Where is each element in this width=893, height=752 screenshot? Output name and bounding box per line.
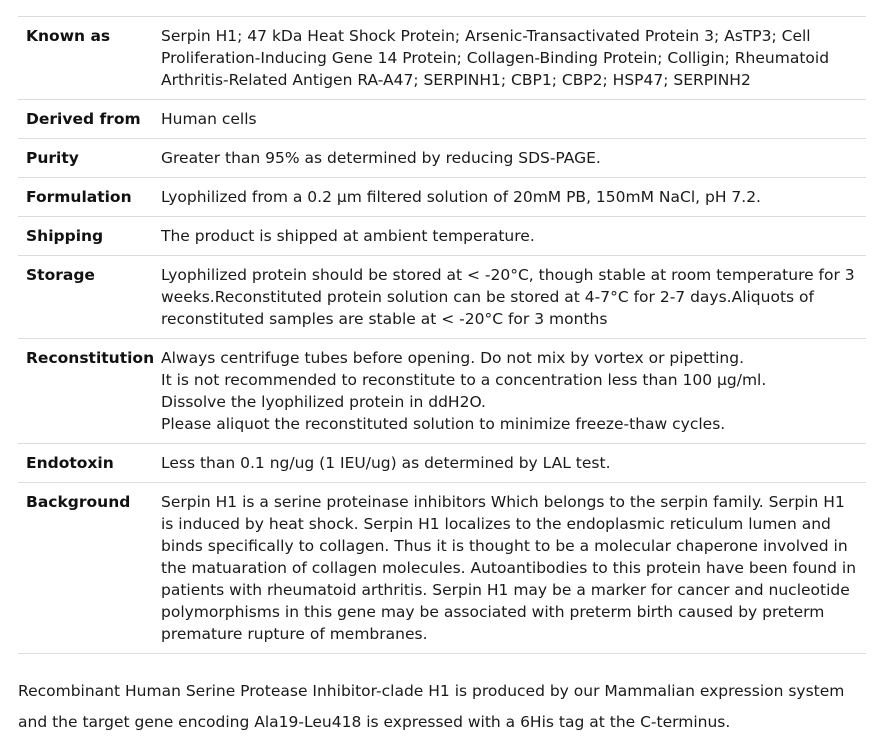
spec-row-storage <box>18 256 866 339</box>
reconstitution-line: Please aliquot the reconstituted solution to minimize freeze-thaw cycles. <box>161 415 726 433</box>
spec-row-formulation <box>18 178 866 217</box>
spec-row-known-as <box>18 17 866 100</box>
reconstitution-line: Dissolve the lyophilized protein in ddH2O. <box>161 393 486 411</box>
spec-row-background <box>18 483 866 654</box>
spec-value: Less than 0.1 ng/ug (1 IEU/ug) as determined by LAL test. <box>161 454 611 472</box>
spec-value: The product is shipped at ambient temperature. <box>161 227 535 245</box>
spec-label: Background <box>26 493 131 511</box>
spec-value: Lyophilized protein should be stored at < -20°C, though stable at room temperature for 3 weeks.Reconstituted protein solution can be stored at 4-7°C for 2-7 days.Aliquots of reconstituted samples are stable at < -20°C for 3 months <box>161 266 855 328</box>
spec-value: Serpin H1; 47 kDa Heat Shock Protein; Arsenic-Transactivated Protein 3; AsTP3; Cell Proliferation-Inducing Gene 14 Protein; Collagen-Binding Protein; Colligin; Rheumatoid Arthritis-Related Antigen RA-A47; SERPINH1; CBP1; CBP2; HSP47; SERPINH2 <box>161 27 830 89</box>
spec-label: Reconstitution <box>26 349 155 367</box>
spec-row-derived-from <box>18 100 866 139</box>
spec-value: Human cells <box>161 110 257 128</box>
spec-label: Endotoxin <box>26 454 114 472</box>
spec-row-shipping <box>18 217 866 256</box>
spec-value: Lyophilized from a 0.2 μm filtered solution of 20mM PB, 150mM NaCl, pH 7.2. <box>161 188 761 206</box>
reconstitution-line: Always centrifuge tubes before opening. Do not mix by vortex or pipetting. <box>161 349 744 367</box>
spec-value: Greater than 95% as determined by reducing SDS-PAGE. <box>161 149 601 167</box>
spec-table <box>18 16 866 654</box>
spec-value: Serpin H1 is a serine proteinase inhibitors Which belongs to the serpin family. Serpin H1 is induced by heat shock. Serpin H1 localizes to the endoplasmic reticulum lumen and binds specifically to collagen. Thus it is thought to be a molecular chaperone involved in the matuaration of collagen molecules. Autoantibodies to this protein have been found in patients with rheumatoid arthritis. Serpin H1 may be a marker for cancer and nucleotide polymorphisms in this gene may be associated with preterm birth caused by preterm premature rupture of membranes. <box>161 493 857 643</box>
spec-row-purity <box>18 139 866 178</box>
spec-label: Shipping <box>26 227 104 245</box>
spec-row-endotoxin <box>18 444 866 483</box>
spec-value <box>161 347 866 435</box>
spec-label: Purity <box>26 149 79 167</box>
spec-label: Known as <box>26 27 111 45</box>
spec-label: Storage <box>26 266 95 284</box>
spec-row-reconstitution <box>18 339 866 444</box>
product-description: Recombinant Human Serine Protease Inhibitor-clade H1 is produced by our Mammalian expression system and the target gene encoding Ala19-Leu418 is expressed with a 6His tag at the C-terminus. <box>18 682 845 731</box>
spec-label: Formulation <box>26 188 132 206</box>
reconstitution-line: It is not recommended to reconstitute to a concentration less than 100 μg/ml. <box>161 371 767 389</box>
spec-label: Derived from <box>26 110 141 128</box>
